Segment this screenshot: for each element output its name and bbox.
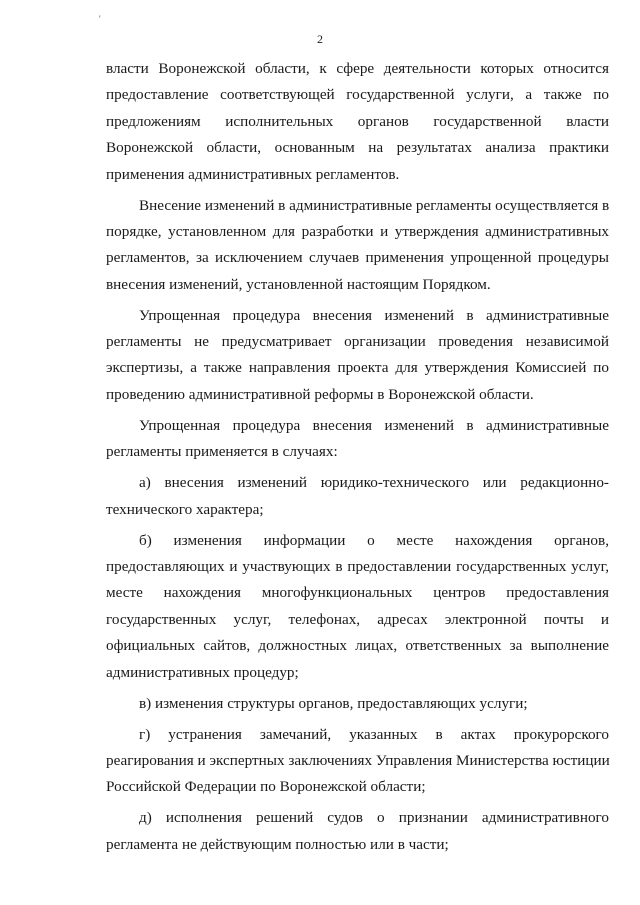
page-number: 2 [317,32,323,46]
text-line: г) устранения замечаний, указанных в актах прокурорского [139,725,609,743]
list-item [106,722,609,801]
text-line: регламента не действующим полностью или в части; [106,835,449,853]
text-line: применения административных регламентов. [106,165,400,183]
text-line: административных процедур; [106,663,299,681]
list-item [106,470,609,523]
text-line: Упрощенная процедура внесения изменений в административные [139,306,609,324]
text-line: государственных услуг, телефонах, адресах электронной почты и [106,610,609,628]
paragraph [106,193,609,299]
text-line: в) изменения структуры органов, предоставляющих услуги; [139,694,528,712]
text-line: а) внесения изменений юридико-технического или редакционно- [139,474,609,492]
text-line: власти Воронежской области, к сфере деятельности которых относится [106,60,609,77]
text-line: Российской Федерации по Воронежской области; [106,778,426,796]
text-line: д) исполнения решений судов о признании административного [139,809,609,827]
text-line: Упрощенная процедура внесения изменений в административные [139,416,609,434]
paragraph [106,413,609,466]
text-line: регламентов, за исключением случаев применения упрощенной процедуры [106,249,609,267]
text-line: реагирования и экспертных заключениях Управления Министерства юстиции [106,751,610,769]
text-line: внесения изменений, установленной настоящим Порядком. [106,275,491,293]
text-line: Внесение изменений в административные регламенты осуществляется в [139,196,610,214]
paragraph [106,303,609,409]
scan-mark: ' [99,14,101,24]
text-line: технического характера; [106,500,264,518]
text-line: предоставление соответствующей государственной услуги, а также по [106,86,609,104]
list-item [106,805,609,858]
list-item [106,691,609,717]
text-line: порядке, установленном для разработки и утверждения административных [106,222,609,240]
text-line: регламенты применяется в случаях: [106,443,338,461]
text-line: Воронежской области, основанным на результатах анализа практики [106,139,609,157]
text-line: экспертизы, а также направления проекта для утверждения Комиссией по [106,359,609,377]
text-line: б) изменения информации о месте нахождения органов, [139,531,609,549]
text-line: предоставляющих и участвующих в предоставлении государственных услуг, [106,558,609,575]
text-line: официальных сайтов, должностных лицах, ответственных за выполнение [106,637,609,655]
text-line: месте нахождения многофункциональных центров предоставления [106,584,609,602]
text-line: регламенты не предусматривает организации проведения независимой [106,333,609,351]
document-body [106,56,609,858]
text-line: предложениям исполнительных органов государственной власти [106,112,609,130]
text-line: проведению административной реформы в Воронежской области. [106,385,534,403]
paragraph [106,56,609,188]
list-item [106,528,609,686]
